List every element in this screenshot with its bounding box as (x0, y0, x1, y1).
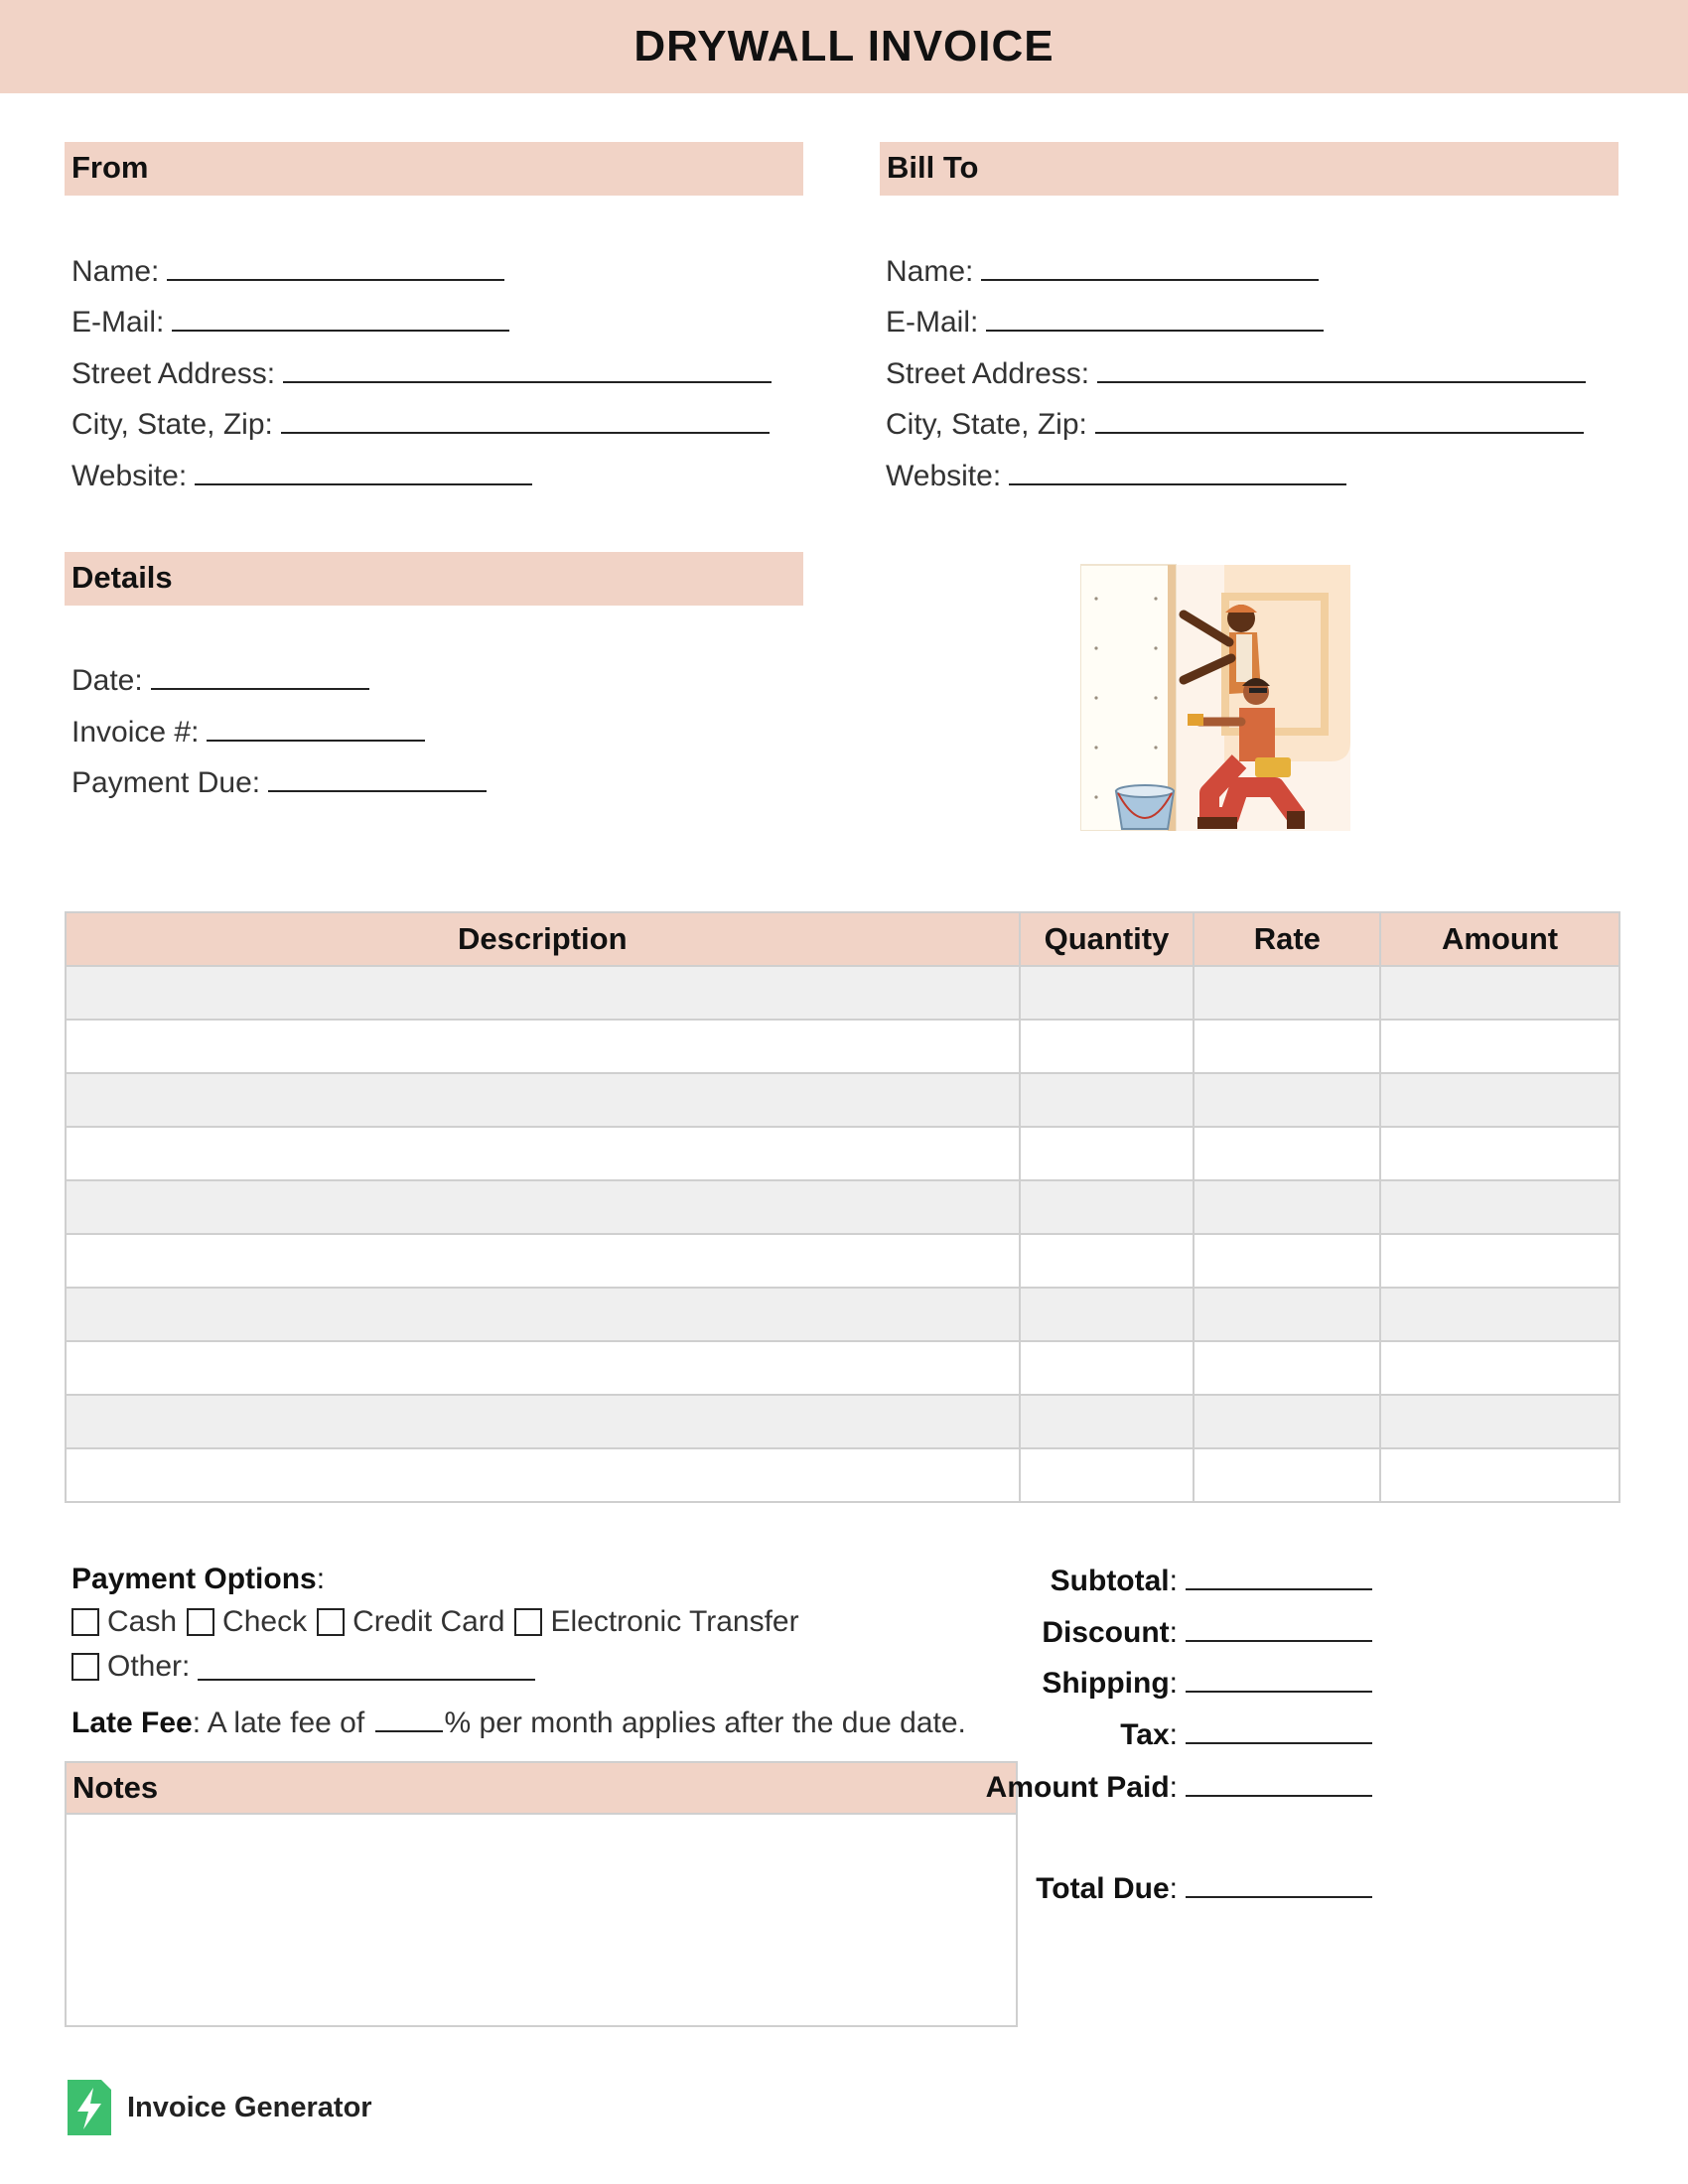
payment-due-label: Payment Due: (71, 766, 261, 799)
quantity-cell[interactable] (1020, 1073, 1195, 1127)
description-cell[interactable] (66, 1395, 1020, 1448)
other-label: Other: (107, 1650, 191, 1683)
discount-field[interactable]: Discount: (776, 1614, 1372, 1650)
quantity-cell[interactable] (1020, 1180, 1195, 1234)
quantity-cell[interactable] (1020, 1127, 1195, 1180)
quantity-cell[interactable] (1020, 1234, 1195, 1288)
late-fee-after: % per month applies after the due date. (444, 1706, 966, 1739)
from-city-field[interactable] (71, 404, 770, 440)
from-street-field[interactable] (71, 353, 772, 389)
rate-cell[interactable] (1194, 1234, 1380, 1288)
line-items-table (65, 911, 1620, 1503)
bill-name-line[interactable] (981, 251, 1319, 281)
amount-cell[interactable] (1380, 1127, 1619, 1180)
table-row (66, 1073, 1619, 1127)
amount-header: Amount (1380, 912, 1619, 966)
subtotal-field[interactable]: Subtotal: (776, 1563, 1372, 1598)
table-header-row (66, 912, 1619, 966)
other-checkbox[interactable] (71, 1653, 99, 1681)
tax-label: Tax (1120, 1718, 1170, 1751)
rate-cell[interactable] (1194, 1127, 1380, 1180)
from-name-label: Name: (71, 255, 160, 288)
date-label: Date: (71, 664, 143, 697)
title-bar (0, 0, 1688, 93)
check-label: Check (222, 1605, 308, 1638)
option-cash[interactable] (71, 1605, 177, 1639)
amount-cell[interactable] (1380, 1180, 1619, 1234)
from-email-label: E-Mail: (71, 306, 165, 339)
option-credit-card[interactable] (317, 1605, 504, 1639)
bill-city-line[interactable] (1095, 404, 1584, 434)
shipping-line[interactable] (1186, 1665, 1372, 1693)
total-due-field[interactable]: Total Due: (776, 1870, 1372, 1906)
rate-cell[interactable] (1194, 1073, 1380, 1127)
from-street-line[interactable] (283, 353, 772, 383)
option-electronic-transfer[interactable] (514, 1605, 798, 1639)
payment-other-row (71, 1650, 545, 1684)
late-fee-label: Late Fee (71, 1706, 193, 1739)
total-due-label: Total Due (1036, 1872, 1170, 1905)
table-row (66, 966, 1619, 1020)
notes-heading: Notes (65, 1761, 1018, 1815)
tax-field[interactable]: Tax: (776, 1716, 1372, 1752)
payment-options-title (71, 1563, 325, 1596)
from-name-line[interactable] (167, 251, 504, 281)
rate-cell[interactable] (1194, 1288, 1380, 1341)
description-cell[interactable] (66, 1234, 1020, 1288)
other-line[interactable] (198, 1653, 535, 1681)
bill-city-field[interactable] (886, 404, 1584, 440)
credit-card-label: Credit Card (352, 1605, 505, 1638)
rate-cell[interactable] (1194, 1020, 1380, 1073)
from-heading: From (65, 142, 803, 196)
brand-name: Invoice Generator (127, 2091, 372, 2123)
shipping-field[interactable]: Shipping: (776, 1665, 1372, 1701)
payment-due-field[interactable] (71, 762, 487, 798)
payment-due-line[interactable] (268, 762, 487, 792)
notes-textarea[interactable] (65, 1815, 1018, 2027)
discount-line[interactable] (1186, 1614, 1372, 1642)
description-cell[interactable] (66, 1448, 1020, 1502)
invoice-number-label: Invoice #: (71, 716, 200, 749)
bill-website-field[interactable] (886, 456, 1346, 491)
quantity-cell[interactable] (1020, 1341, 1195, 1395)
amount-cell[interactable] (1380, 1073, 1619, 1127)
quantity-cell[interactable] (1020, 1020, 1195, 1073)
description-cell[interactable] (66, 1073, 1020, 1127)
table-row (66, 1127, 1619, 1180)
bill-email-field[interactable] (886, 302, 1324, 338)
bill-name-field[interactable] (886, 251, 1319, 287)
date-field[interactable] (71, 660, 369, 696)
amount-cell[interactable] (1380, 1395, 1619, 1448)
table-row (66, 1395, 1619, 1448)
bill-street-line[interactable] (1097, 353, 1586, 383)
bill-website-line[interactable] (1009, 456, 1346, 485)
tax-line[interactable] (1186, 1716, 1372, 1744)
details-heading: Details (65, 552, 803, 606)
late-fee-before: : A late fee of (192, 1706, 373, 1739)
amount-cell[interactable] (1380, 966, 1619, 1020)
quantity-cell[interactable] (1020, 966, 1195, 1020)
table-row (66, 1020, 1619, 1073)
description-cell[interactable] (66, 966, 1020, 1020)
description-cell[interactable] (66, 1127, 1020, 1180)
from-city-label: City, State, Zip: (71, 408, 273, 441)
electronic-transfer-label: Electronic Transfer (550, 1605, 799, 1638)
quantity-cell[interactable] (1020, 1448, 1195, 1502)
amount-paid-field[interactable]: Amount Paid: (776, 1769, 1372, 1805)
option-other[interactable] (71, 1650, 535, 1684)
table-row (66, 1180, 1619, 1234)
from-email-line[interactable] (172, 302, 509, 332)
rate-cell[interactable] (1194, 1341, 1380, 1395)
description-cell[interactable] (66, 1288, 1020, 1341)
from-name-field[interactable] (71, 251, 504, 287)
subtotal-line[interactable] (1186, 1563, 1372, 1590)
from-email-field[interactable] (71, 302, 509, 338)
shipping-label: Shipping (1042, 1667, 1170, 1700)
brand (68, 2080, 372, 2135)
amount-cell[interactable] (1380, 1020, 1619, 1073)
table-row (66, 1341, 1619, 1395)
amount-paid-line[interactable] (1186, 1769, 1372, 1797)
drywall-workers-illustration (1080, 563, 1352, 831)
quantity-cell[interactable] (1020, 1395, 1195, 1448)
late-fee-percent-blank[interactable] (375, 1705, 443, 1732)
invoice-number-field[interactable] (71, 712, 425, 748)
payment-options-colon: : (316, 1563, 326, 1595)
date-line[interactable] (151, 660, 369, 690)
subtotal-label: Subtotal (1050, 1565, 1170, 1597)
total-due-line[interactable] (1186, 1870, 1372, 1898)
from-city-line[interactable] (281, 404, 770, 434)
table-row (66, 1288, 1619, 1341)
invoice-number-line[interactable] (207, 712, 425, 742)
rate-cell[interactable] (1194, 1448, 1380, 1502)
table-row (66, 1234, 1619, 1288)
page-title: DRYWALL INVOICE (633, 22, 1055, 70)
bill-street-field[interactable] (886, 353, 1586, 389)
table-row (66, 1448, 1619, 1502)
from-website-label: Website: (71, 460, 188, 492)
amount-cell[interactable] (1380, 1448, 1619, 1502)
amount-paid-label: Amount Paid (985, 1771, 1170, 1804)
description-cell[interactable] (66, 1020, 1020, 1073)
from-website-line[interactable] (195, 456, 532, 485)
check-checkbox[interactable] (187, 1608, 214, 1636)
quantity-cell[interactable] (1020, 1288, 1195, 1341)
option-check[interactable] (187, 1605, 307, 1639)
amount-cell[interactable] (1380, 1288, 1619, 1341)
description-header: Description (66, 912, 1020, 966)
rate-cell[interactable] (1194, 1180, 1380, 1234)
bill-street-label: Street Address: (886, 357, 1090, 390)
description-cell[interactable] (66, 1180, 1020, 1234)
discount-label: Discount (1042, 1616, 1170, 1649)
cash-label: Cash (107, 1605, 178, 1638)
payment-options-row (71, 1605, 809, 1639)
bill-city-label: City, State, Zip: (886, 408, 1087, 441)
from-street-label: Street Address: (71, 357, 276, 390)
quantity-header: Quantity (1020, 912, 1195, 966)
rate-cell[interactable] (1194, 966, 1380, 1020)
amount-cell[interactable] (1380, 1341, 1619, 1395)
bill-name-label: Name: (886, 255, 974, 288)
description-cell[interactable] (66, 1341, 1020, 1395)
lightning-bolt-icon (68, 2080, 111, 2135)
rate-header: Rate (1194, 912, 1380, 966)
amount-cell[interactable] (1380, 1234, 1619, 1288)
from-website-field[interactable] (71, 456, 532, 491)
rate-cell[interactable] (1194, 1395, 1380, 1448)
credit-card-checkbox[interactable] (317, 1608, 345, 1636)
payment-options-label: Payment Options (71, 1563, 317, 1595)
bill-to-heading: Bill To (880, 142, 1618, 196)
cash-checkbox[interactable] (71, 1608, 99, 1636)
bill-email-line[interactable] (986, 302, 1324, 332)
electronic-transfer-checkbox[interactable] (514, 1608, 542, 1636)
bill-website-label: Website: (886, 460, 1002, 492)
bill-email-label: E-Mail: (886, 306, 979, 339)
